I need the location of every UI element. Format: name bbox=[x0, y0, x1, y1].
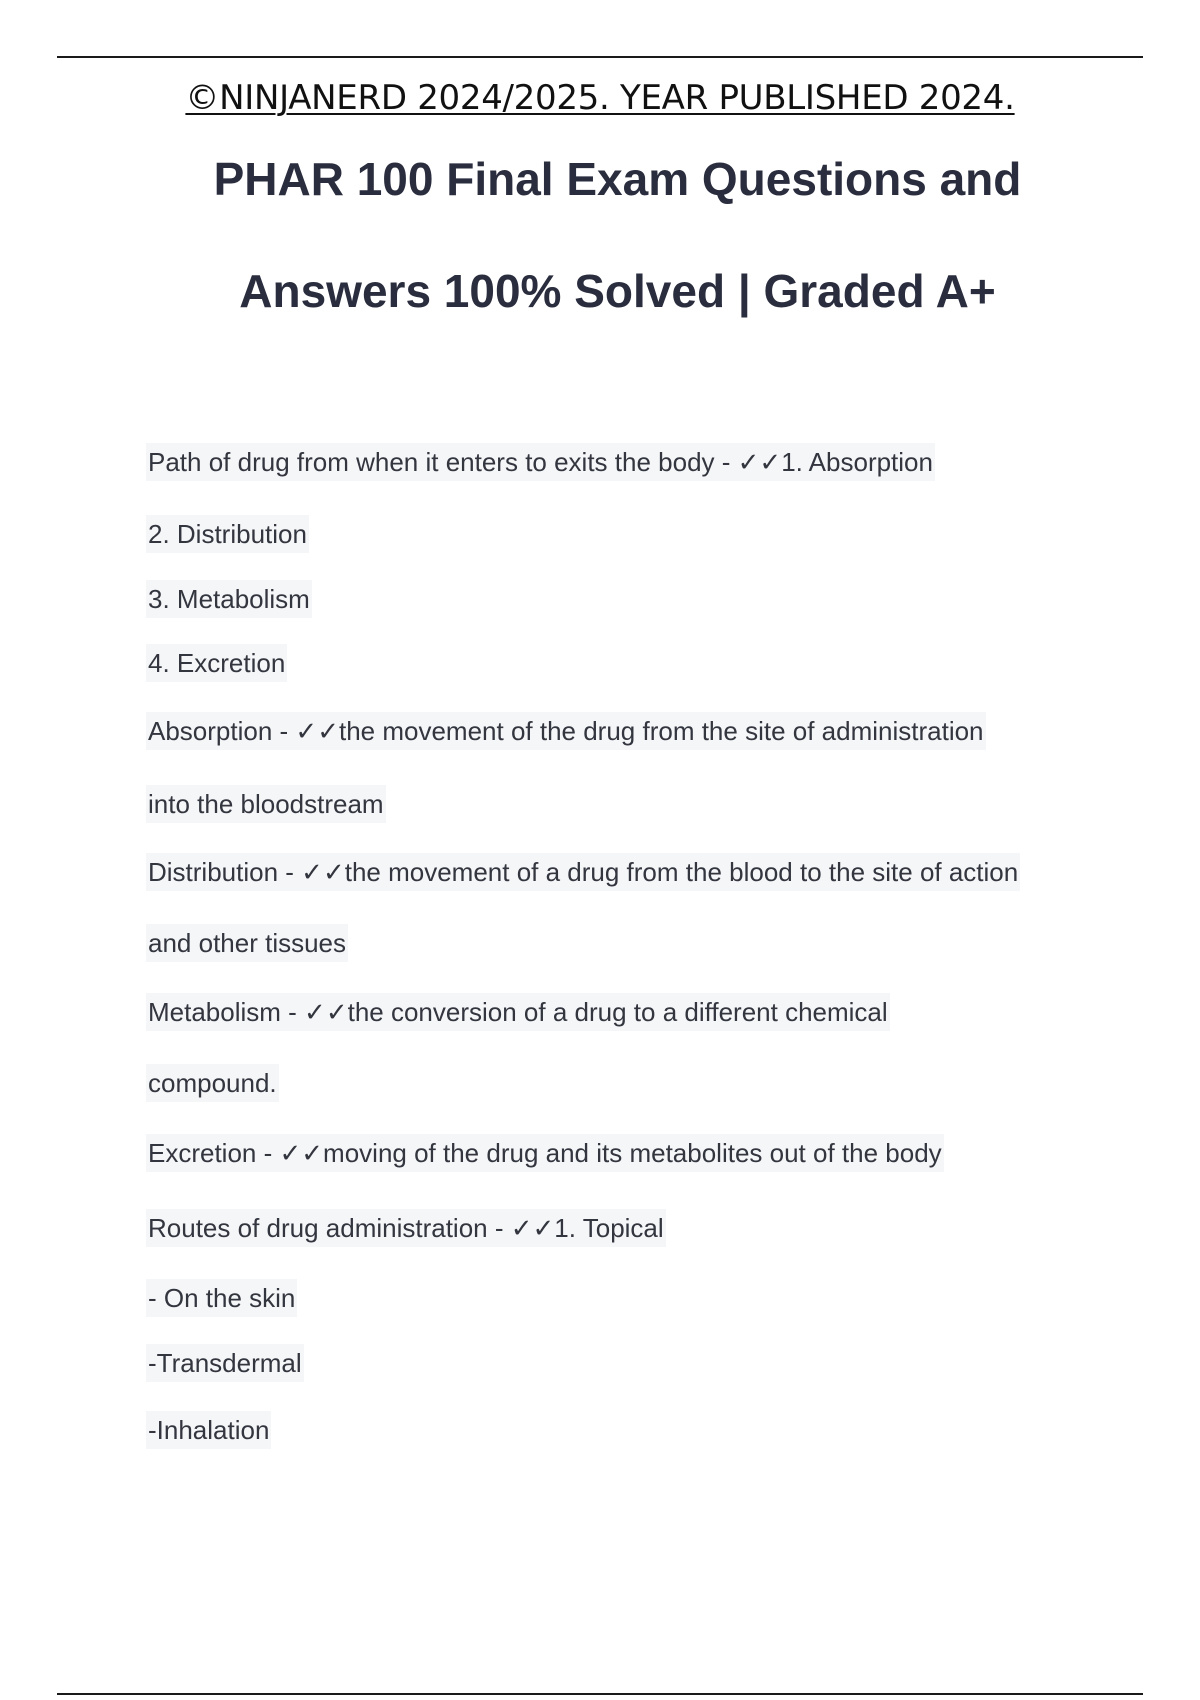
bottom-rule bbox=[57, 1693, 1143, 1695]
text-line: - On the skin bbox=[146, 1279, 297, 1317]
text-line: and other tissues bbox=[146, 924, 348, 962]
text-line: 3. Metabolism bbox=[146, 580, 312, 618]
text-line: 4. Excretion bbox=[146, 644, 287, 682]
text-line: Absorption - ✓✓the movement of the drug from the site of administration bbox=[146, 712, 986, 750]
text-line: Path of drug from when it enters to exits the body - ✓✓1. Absorption bbox=[146, 443, 935, 481]
text-line: -Transdermal bbox=[146, 1344, 304, 1382]
top-rule bbox=[57, 56, 1143, 58]
text-line: -Inhalation bbox=[146, 1411, 271, 1449]
text-line: Distribution - ✓✓the movement of a drug from the blood to the site of action bbox=[146, 853, 1020, 891]
text-line: Metabolism - ✓✓the conversion of a drug to a different chemical bbox=[146, 993, 890, 1031]
copyright-header bbox=[0, 78, 1200, 118]
document-title-line-1: PHAR 100 Final Exam Questions and bbox=[213, 153, 1022, 205]
copyright-text: ©NINJANERD 2024/2025. YEAR PUBLISHED 2024. bbox=[185, 78, 1015, 118]
document-title-line-2: Answers 100% Solved | Graded A+ bbox=[239, 265, 996, 317]
text-line: Excretion - ✓✓moving of the drug and its metabolites out of the body bbox=[146, 1134, 944, 1172]
text-line: into the bloodstream bbox=[146, 785, 386, 823]
text-line: compound. bbox=[146, 1064, 279, 1102]
text-line: 2. Distribution bbox=[146, 515, 309, 553]
text-line: Routes of drug administration - ✓✓1. Topical bbox=[146, 1209, 666, 1247]
